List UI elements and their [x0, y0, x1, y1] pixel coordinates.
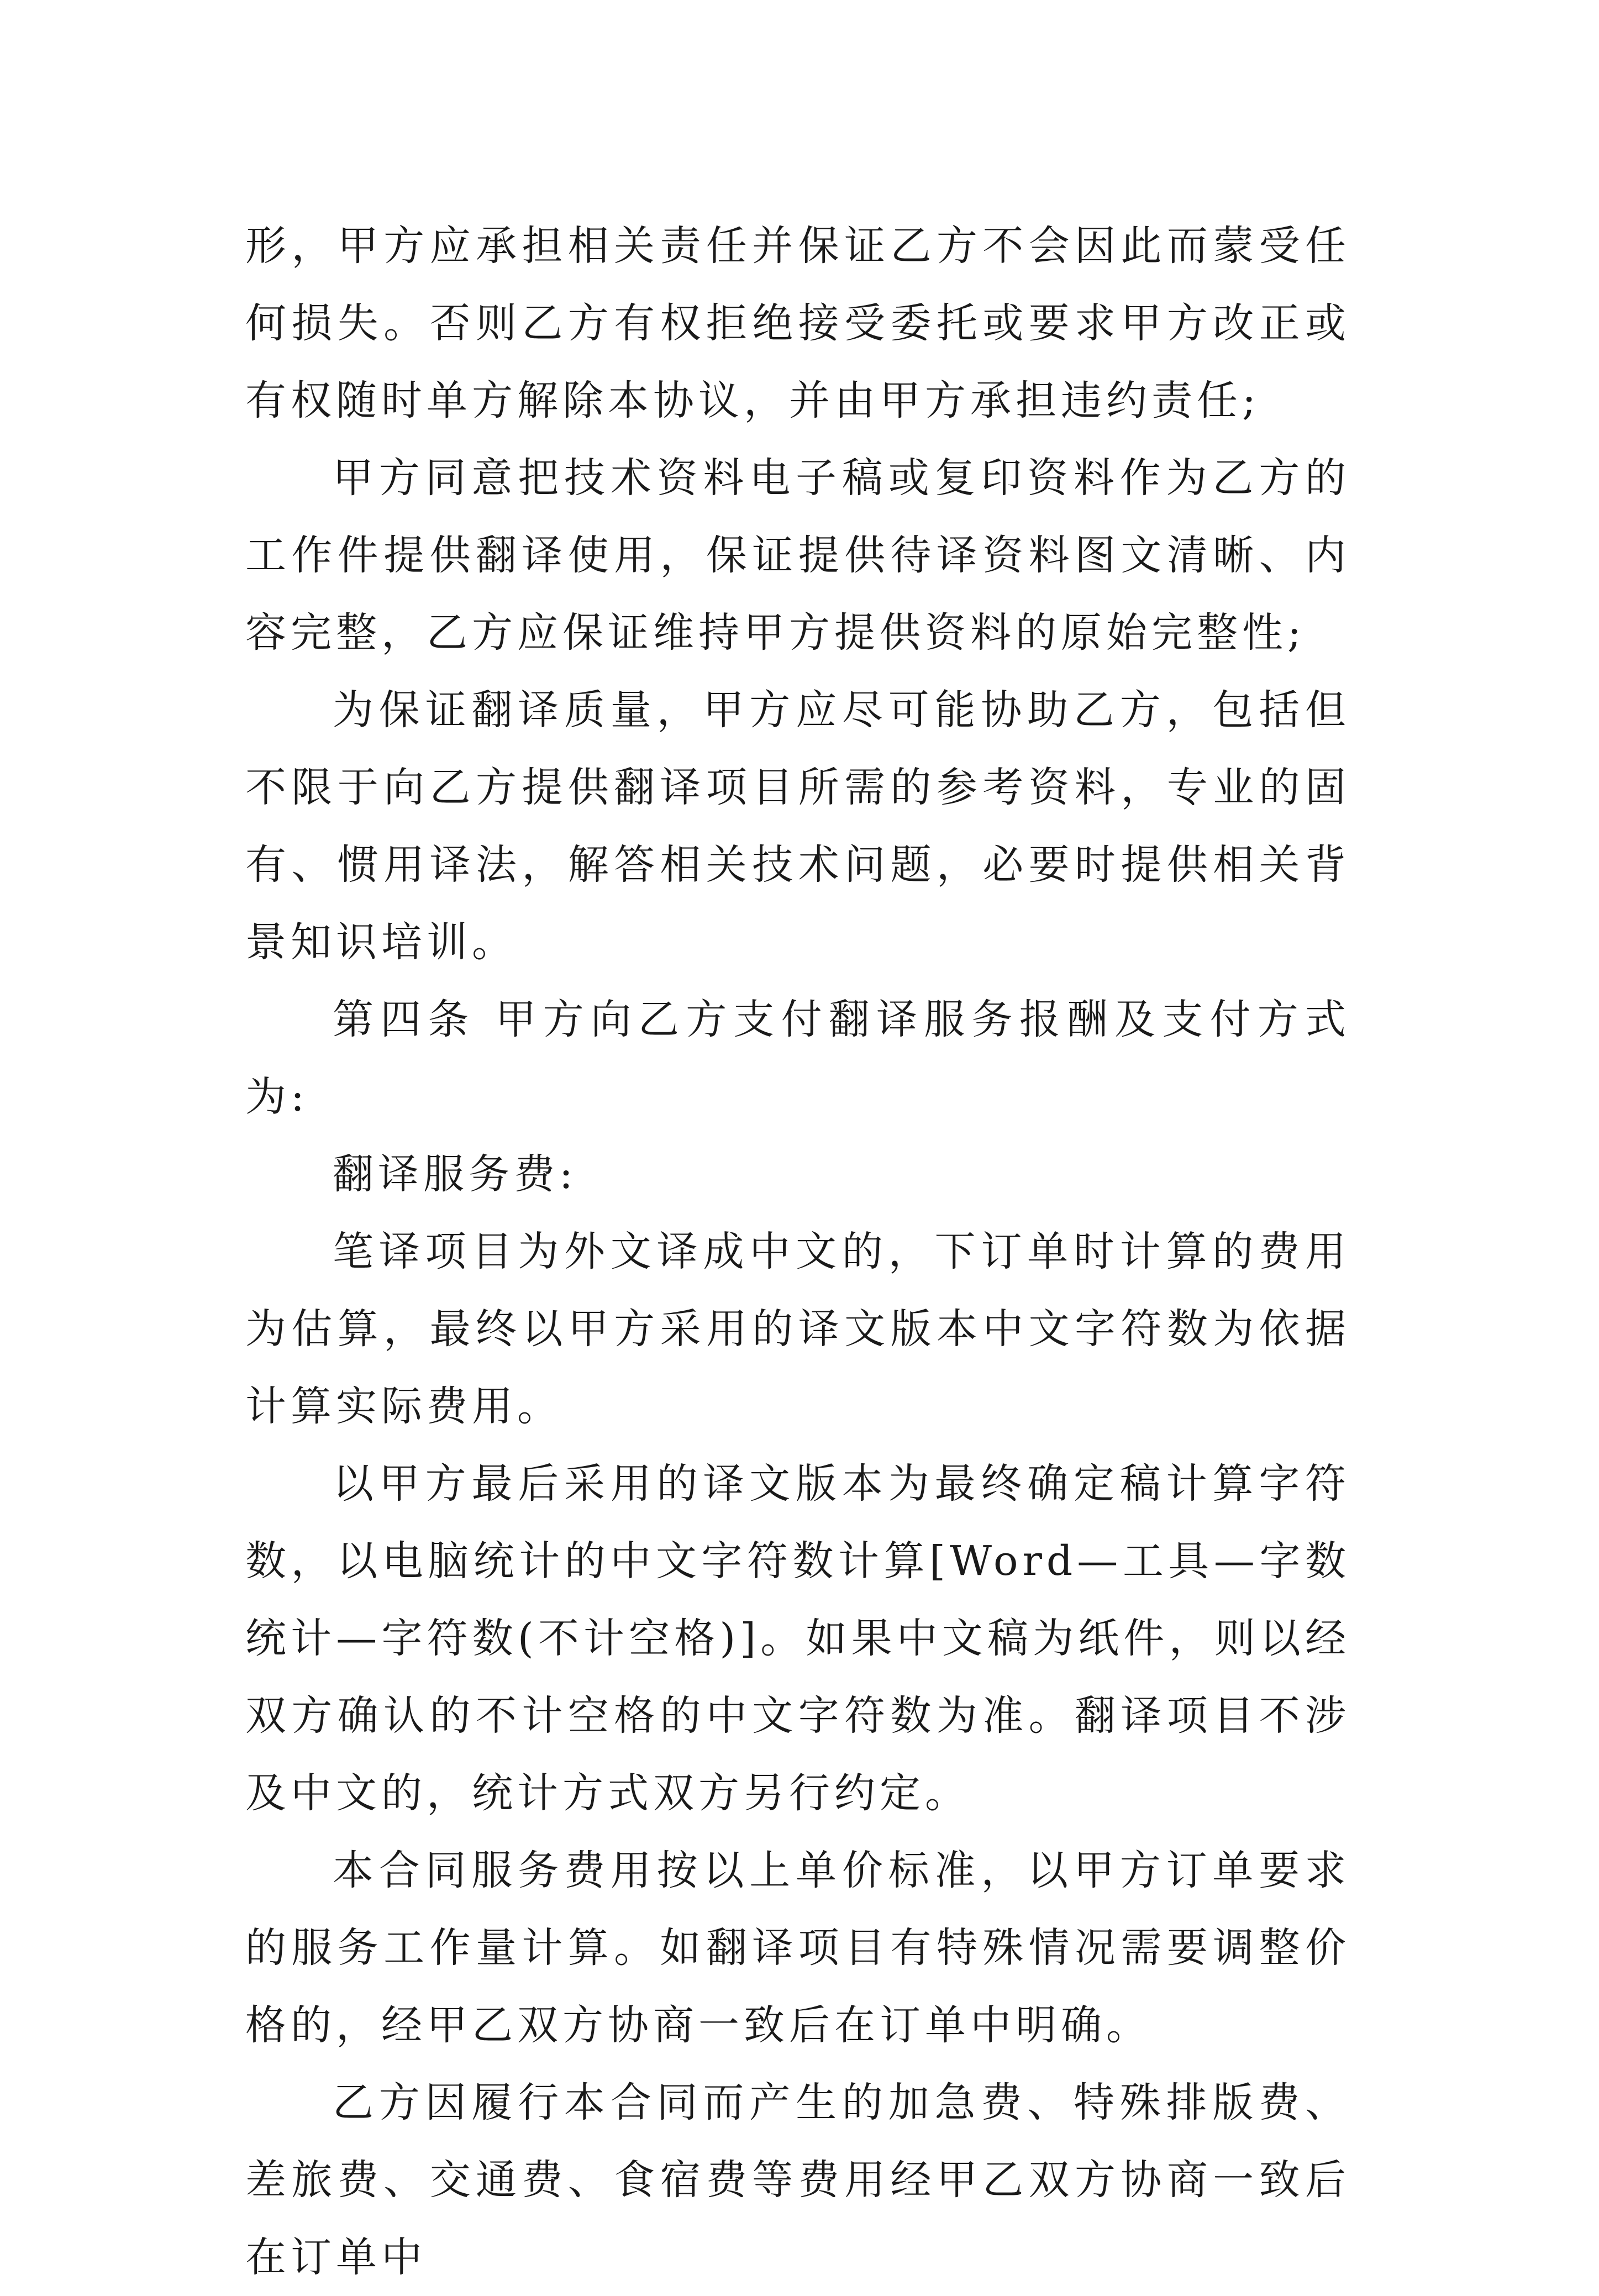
paragraph-quality-assistance: 为保证翻译质量，甲方应尽可能协助乙方，包括但不限于向乙方提供翻译项目所需的参考资料，专业的固有、惯用译法，解答相关技术问题，必要时提供相关背景知识培训。: [245, 686, 1350, 966]
paragraph-additional-expenses: 乙方因履行本合同而产生的加急费、特殊排版费、差旅费、交通费、食宿费等费用经甲乙双方协商一致后在订单中: [245, 2079, 1350, 2281]
paragraph-source-materials: 甲方同意把技术资料电子稿或复印资料作为乙方的工作件提供翻译使用，保证提供待译资料图文清晰、内容完整，乙方应保证维持甲方提供资料的原始完整性;: [245, 454, 1350, 656]
paragraph-character-count: 以甲方最后采用的译文版本为最终确定稿计算字符数，以电脑统计的中文字符数计算[Word—工具—字数统计—字符数(不计空格)]。如果中文稿为纸件，则以经双方确认的不计空格的中文字符数为准。翻译项目不涉及中文的，统计方式双方另行约定。: [245, 1460, 1350, 1817]
paragraph-service-fee-calculation: 本合同服务费用按以上单价标准，以甲方订单要求的服务工作量计算。如翻译项目有特殊情况需要调整价格的，经甲乙双方协商一致后在订单中明确。: [245, 1847, 1350, 2049]
document-body: [245, 207, 1350, 2296]
article-four-heading: 第四条 甲方向乙方支付翻译服务报酬及支付方式为:: [245, 996, 1350, 1121]
translation-fee-heading: 翻译服务费:: [333, 1150, 577, 1198]
paragraph-liability-continuation: 形，甲方应承担相关责任并保证乙方不会因此而蒙受任何损失。否则乙方有权拒绝接受委托或要求甲方改正或有权随时单方解除本协议，并由甲方承担违约责任;: [245, 222, 1350, 424]
paragraph-written-translation-fee: 笔译项目为外文译成中文的，下订单时计算的费用为估算，最终以甲方采用的译文版本中文字符数为依据计算实际费用。: [245, 1228, 1350, 1430]
